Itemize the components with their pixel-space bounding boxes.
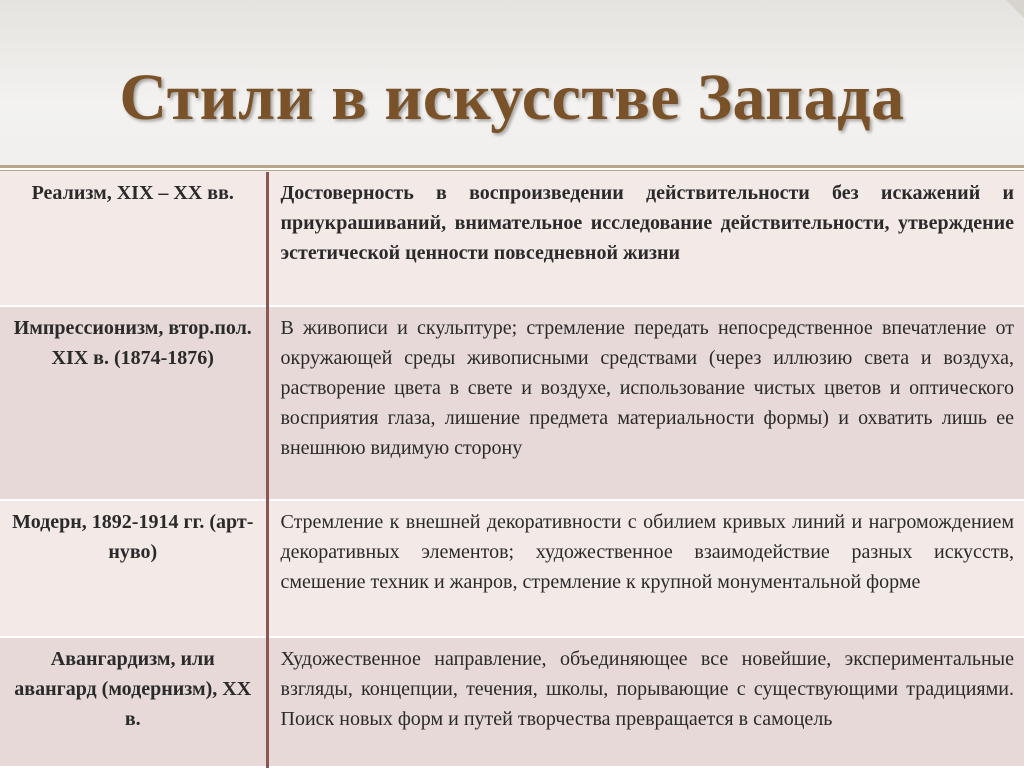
art-styles-table [0,172,1024,768]
style-description-cell: Стремление к внешней декоративности с обилием кривых линий и нагромождением декоративных элементов; художественное взаимодействие разных искусств, смешение техник и жанров, стремление к крупной монументальной форме [267,500,1024,637]
style-name-cell: Импрессионизм, втор.пол. XIX в. (1874-1876) [0,306,267,500]
style-name-cell: Модерн, 1892-1914 гг. (арт-нуво) [0,500,267,637]
table-row [0,637,1024,767]
table-row [0,500,1024,637]
style-name-cell: Авангардизм, или авангард (модернизм), XX в. [0,637,267,767]
table-row [0,172,1024,306]
table-row [0,306,1024,500]
corner-decoration [1006,0,1024,18]
style-description-cell: Художественное направление, объединяющее все новейшие, экспериментальные взгляды, концепции, течения, школы, порывающие с существующими традициями. Поиск новых форм и путей творчества превращается в самоцель [267,637,1024,767]
style-name-cell: Реализм, XIX – XX вв. [0,172,267,306]
slide-title: Стили в искусстве Запада [119,61,905,134]
style-description-cell: Достоверность в воспроизведении действительности без искажений и приукрашиваний, внимательное исследование действительности, утверждение эстетической ценности повседневной жизни [267,172,1024,306]
title-underline [0,165,1024,171]
style-description-cell: В живописи и скульптуре; стремление передать непосредственное впечатление от окружающей среды живописными средствами (через иллюзию света и воздуха, растворение цвета в свете и воздухе, использование чистых цветов и оптического восприятия глаза, лишение предмета материальности формы) и охватить лишь ее внешнюю видимую сторону [267,306,1024,500]
